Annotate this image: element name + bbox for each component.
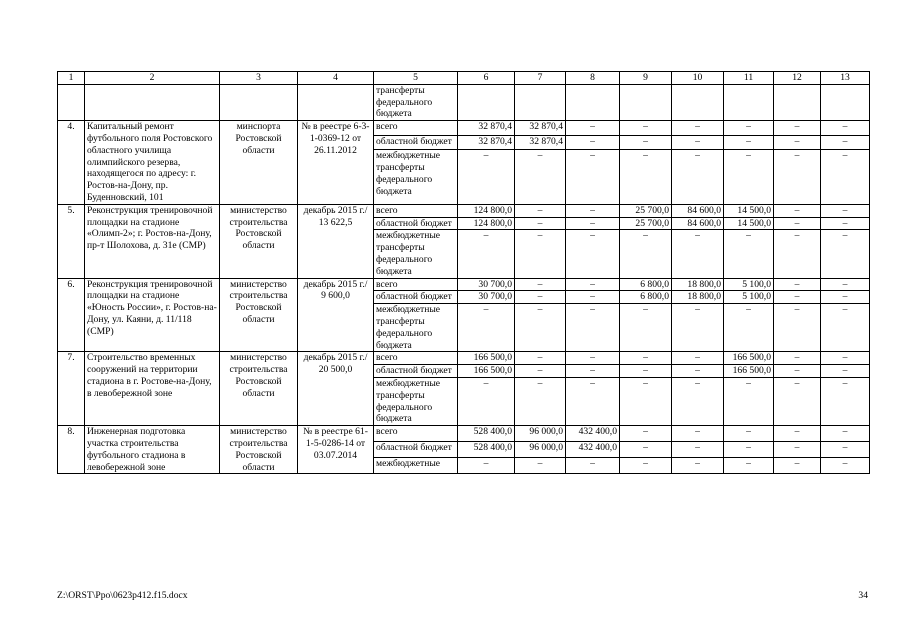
- amount-cell: –: [672, 135, 724, 149]
- funding-type: всего: [374, 204, 458, 217]
- project-name: Строительство временных сооружений на территории стадиона в г. Ростове-на-Дону, в левобережной зоне: [85, 352, 220, 426]
- funding-type: межбюджетные трансферты федерального бюджета: [374, 230, 458, 278]
- amount-cell: –: [458, 304, 515, 352]
- amount-cell: –: [774, 442, 821, 458]
- funding-type: межбюджетные трансферты федерального бюджета: [374, 150, 458, 205]
- table-row: [58, 426, 870, 442]
- amount-cell: –: [821, 204, 870, 217]
- amount-cell: –: [515, 352, 566, 365]
- amount-cell: –: [515, 217, 566, 230]
- amount-cell: –: [724, 135, 774, 149]
- amount-cell: –: [566, 217, 620, 230]
- amount-cell: –: [774, 365, 821, 378]
- amount-cell: –: [620, 304, 672, 352]
- amount-cell: –: [620, 458, 672, 474]
- funding-type: областной бюджет: [374, 442, 458, 458]
- amount-cell: 5 100,0: [724, 278, 774, 291]
- funding-type: межбюджетные: [374, 458, 458, 474]
- amount-cell: –: [821, 135, 870, 149]
- amount-cell: 18 800,0: [672, 291, 724, 304]
- amount-cell: 528 400,0: [458, 426, 515, 442]
- amount-cell: –: [724, 121, 774, 135]
- amount-cell: –: [620, 442, 672, 458]
- amount-cell: –: [774, 291, 821, 304]
- amount-cell: 30 700,0: [458, 291, 515, 304]
- amount-cell: –: [566, 291, 620, 304]
- column-header: 5: [374, 72, 458, 85]
- amount-cell: –: [566, 278, 620, 291]
- project-name: Инженерная подготовка участка строительства футбольного стадиона в левобережной зоне: [85, 426, 220, 474]
- amount-cell: 14 500,0: [724, 217, 774, 230]
- table-row: [58, 352, 870, 365]
- amount-cell: 30 700,0: [458, 278, 515, 291]
- executor: министерство строительства Ростовской области: [220, 204, 298, 278]
- amount-cell: –: [774, 304, 821, 352]
- column-header: 1: [58, 72, 85, 85]
- amount-cell: –: [566, 304, 620, 352]
- amount-cell: –: [620, 135, 672, 149]
- amount-cell: –: [724, 304, 774, 352]
- amount-cell: –: [774, 352, 821, 365]
- amount-cell: –: [672, 377, 724, 425]
- amount-cell: 124 800,0: [458, 204, 515, 217]
- amount-cell: –: [672, 365, 724, 378]
- amount-cell: –: [672, 426, 724, 442]
- budget-table: [57, 71, 870, 474]
- amount-cell: –: [774, 121, 821, 135]
- amount-cell: –: [458, 230, 515, 278]
- amount-cell: –: [774, 377, 821, 425]
- amount-cell: –: [566, 230, 620, 278]
- amount-cell: –: [566, 377, 620, 425]
- amount-cell: 25 700,0: [620, 217, 672, 230]
- amount-cell: –: [774, 426, 821, 442]
- amount-cell: –: [672, 458, 724, 474]
- amount-cell: –: [724, 426, 774, 442]
- footer-file-path: Z:\ORST\Ppo\0623p412.f15.docx: [57, 590, 188, 601]
- funding-type: всего: [374, 121, 458, 135]
- amount-cell: 166 500,0: [724, 365, 774, 378]
- amount-cell: –: [672, 121, 724, 135]
- amount-cell: 96 000,0: [515, 442, 566, 458]
- amount-cell: –: [620, 230, 672, 278]
- amount-cell: –: [620, 426, 672, 442]
- funding-type: областной бюджет: [374, 291, 458, 304]
- funding-type: трансферты федерального бюджета: [374, 84, 458, 120]
- amount-cell: –: [620, 365, 672, 378]
- column-header: 3: [220, 72, 298, 85]
- amount-cell: 32 870,4: [515, 121, 566, 135]
- executor: министерство строительства Ростовской области: [220, 426, 298, 474]
- amount-cell: –: [515, 230, 566, 278]
- amount-cell: 166 500,0: [458, 365, 515, 378]
- column-header: 7: [515, 72, 566, 85]
- amount-cell: –: [821, 442, 870, 458]
- amount-cell: 432 400,0: [566, 426, 620, 442]
- amount-cell: 528 400,0: [458, 442, 515, 458]
- amount-cell: –: [515, 377, 566, 425]
- amount-cell: –: [821, 365, 870, 378]
- amount-cell: 96 000,0: [515, 426, 566, 442]
- deadline-cost: № в реестре 6-3-1-0369-12 от 26.11.2012: [298, 121, 374, 205]
- column-header: 13: [821, 72, 870, 85]
- amount-cell: –: [620, 352, 672, 365]
- amount-cell: –: [724, 458, 774, 474]
- row-number: 7.: [58, 352, 85, 426]
- project-name: Реконструкция тренировочной площадки на стадионе «Олимп-2»; г. Ростов-на-Дону, пр-т Шолохова, д. 31е (СМР): [85, 204, 220, 278]
- amount-cell: –: [821, 291, 870, 304]
- column-header: 6: [458, 72, 515, 85]
- amount-cell: –: [566, 135, 620, 149]
- column-header: 2: [85, 72, 220, 85]
- amount-cell: –: [458, 377, 515, 425]
- executor: министерство строительства Ростовской области: [220, 352, 298, 426]
- amount-cell: 432 400,0: [566, 442, 620, 458]
- amount-cell: –: [566, 150, 620, 205]
- deadline-cost: декабрь 2015 г./ 20 500,0: [298, 352, 374, 426]
- deadline-cost: декабрь 2015 г./ 13 622,5: [298, 204, 374, 278]
- amount-cell: –: [515, 150, 566, 205]
- header-row: [58, 72, 870, 85]
- amount-cell: 32 870,4: [458, 121, 515, 135]
- amount-cell: 14 500,0: [724, 204, 774, 217]
- column-header: 12: [774, 72, 821, 85]
- deadline-cost: декабрь 2015 г./ 9 600,0: [298, 278, 374, 352]
- column-header: 10: [672, 72, 724, 85]
- amount-cell: –: [566, 365, 620, 378]
- amount-cell: 25 700,0: [620, 204, 672, 217]
- amount-cell: –: [515, 291, 566, 304]
- amount-cell: –: [774, 458, 821, 474]
- amount-cell: –: [724, 377, 774, 425]
- row-number: 5.: [58, 204, 85, 278]
- amount-cell: –: [821, 304, 870, 352]
- amount-cell: 166 500,0: [458, 352, 515, 365]
- amount-cell: –: [458, 458, 515, 474]
- row-number: 4.: [58, 121, 85, 205]
- amount-cell: –: [774, 278, 821, 291]
- amount-cell: 6 800,0: [620, 291, 672, 304]
- amount-cell: –: [821, 150, 870, 205]
- amount-cell: –: [515, 278, 566, 291]
- amount-cell: –: [774, 204, 821, 217]
- amount-cell: –: [724, 230, 774, 278]
- amount-cell: –: [515, 458, 566, 474]
- amount-cell: –: [566, 121, 620, 135]
- amount-cell: –: [821, 278, 870, 291]
- table-row: [58, 121, 870, 135]
- amount-cell: –: [774, 135, 821, 149]
- amount-cell: –: [821, 217, 870, 230]
- column-header: 8: [566, 72, 620, 85]
- amount-cell: –: [821, 377, 870, 425]
- amount-cell: –: [774, 230, 821, 278]
- amount-cell: 6 800,0: [620, 278, 672, 291]
- amount-cell: –: [672, 442, 724, 458]
- continuation-row: [58, 84, 870, 120]
- amount-cell: 84 600,0: [672, 204, 724, 217]
- amount-cell: –: [566, 458, 620, 474]
- amount-cell: –: [515, 365, 566, 378]
- amount-cell: 5 100,0: [724, 291, 774, 304]
- amount-cell: –: [821, 121, 870, 135]
- amount-cell: 166 500,0: [724, 352, 774, 365]
- funding-type: всего: [374, 426, 458, 442]
- amount-cell: –: [821, 458, 870, 474]
- amount-cell: –: [672, 304, 724, 352]
- funding-type: областной бюджет: [374, 135, 458, 149]
- funding-type: межбюджетные трансферты федерального бюджета: [374, 377, 458, 425]
- amount-cell: –: [724, 150, 774, 205]
- executor: минспорта Ростовской области: [220, 121, 298, 205]
- amount-cell: 32 870,4: [515, 135, 566, 149]
- amount-cell: –: [566, 204, 620, 217]
- funding-type: областной бюджет: [374, 217, 458, 230]
- row-number: 8.: [58, 426, 85, 474]
- amount-cell: –: [620, 121, 672, 135]
- amount-cell: –: [672, 150, 724, 205]
- column-header: 4: [298, 72, 374, 85]
- table-row: [58, 278, 870, 291]
- project-name: Капитальный ремонт футбольного поля Ростовского областного училища олимпийского резерва, находящегося по адресу: г. Ростов-на-Дону, пр. Буденновский, 101: [85, 121, 220, 205]
- column-header: 9: [620, 72, 672, 85]
- column-header: 11: [724, 72, 774, 85]
- amount-cell: –: [821, 426, 870, 442]
- funding-type: межбюджетные трансферты федерального бюджета: [374, 304, 458, 352]
- amount-cell: –: [672, 352, 724, 365]
- amount-cell: 32 870,4: [458, 135, 515, 149]
- amount-cell: 84 600,0: [672, 217, 724, 230]
- amount-cell: –: [774, 150, 821, 205]
- amount-cell: –: [620, 150, 672, 205]
- amount-cell: 18 800,0: [672, 278, 724, 291]
- amount-cell: –: [672, 230, 724, 278]
- table-row: [58, 204, 870, 217]
- deadline-cost: № в реестре 61-1-5-0286-14 от 03.07.2014: [298, 426, 374, 474]
- amount-cell: –: [774, 217, 821, 230]
- project-name: Реконструкция тренировочной площадки на стадионе «Юность России», г. Ростов-на-Дону, ул. Каяни, д. 11/118 (СМР): [85, 278, 220, 352]
- amount-cell: –: [458, 150, 515, 205]
- amount-cell: –: [821, 352, 870, 365]
- amount-cell: –: [724, 442, 774, 458]
- amount-cell: –: [566, 352, 620, 365]
- amount-cell: –: [515, 204, 566, 217]
- funding-type: всего: [374, 278, 458, 291]
- executor: министерство строительства Ростовской области: [220, 278, 298, 352]
- funding-type: всего: [374, 352, 458, 365]
- footer-page-number: 34: [858, 590, 868, 601]
- funding-type: областной бюджет: [374, 365, 458, 378]
- row-number: 6.: [58, 278, 85, 352]
- amount-cell: –: [515, 304, 566, 352]
- amount-cell: 124 800,0: [458, 217, 515, 230]
- amount-cell: –: [821, 230, 870, 278]
- amount-cell: –: [620, 377, 672, 425]
